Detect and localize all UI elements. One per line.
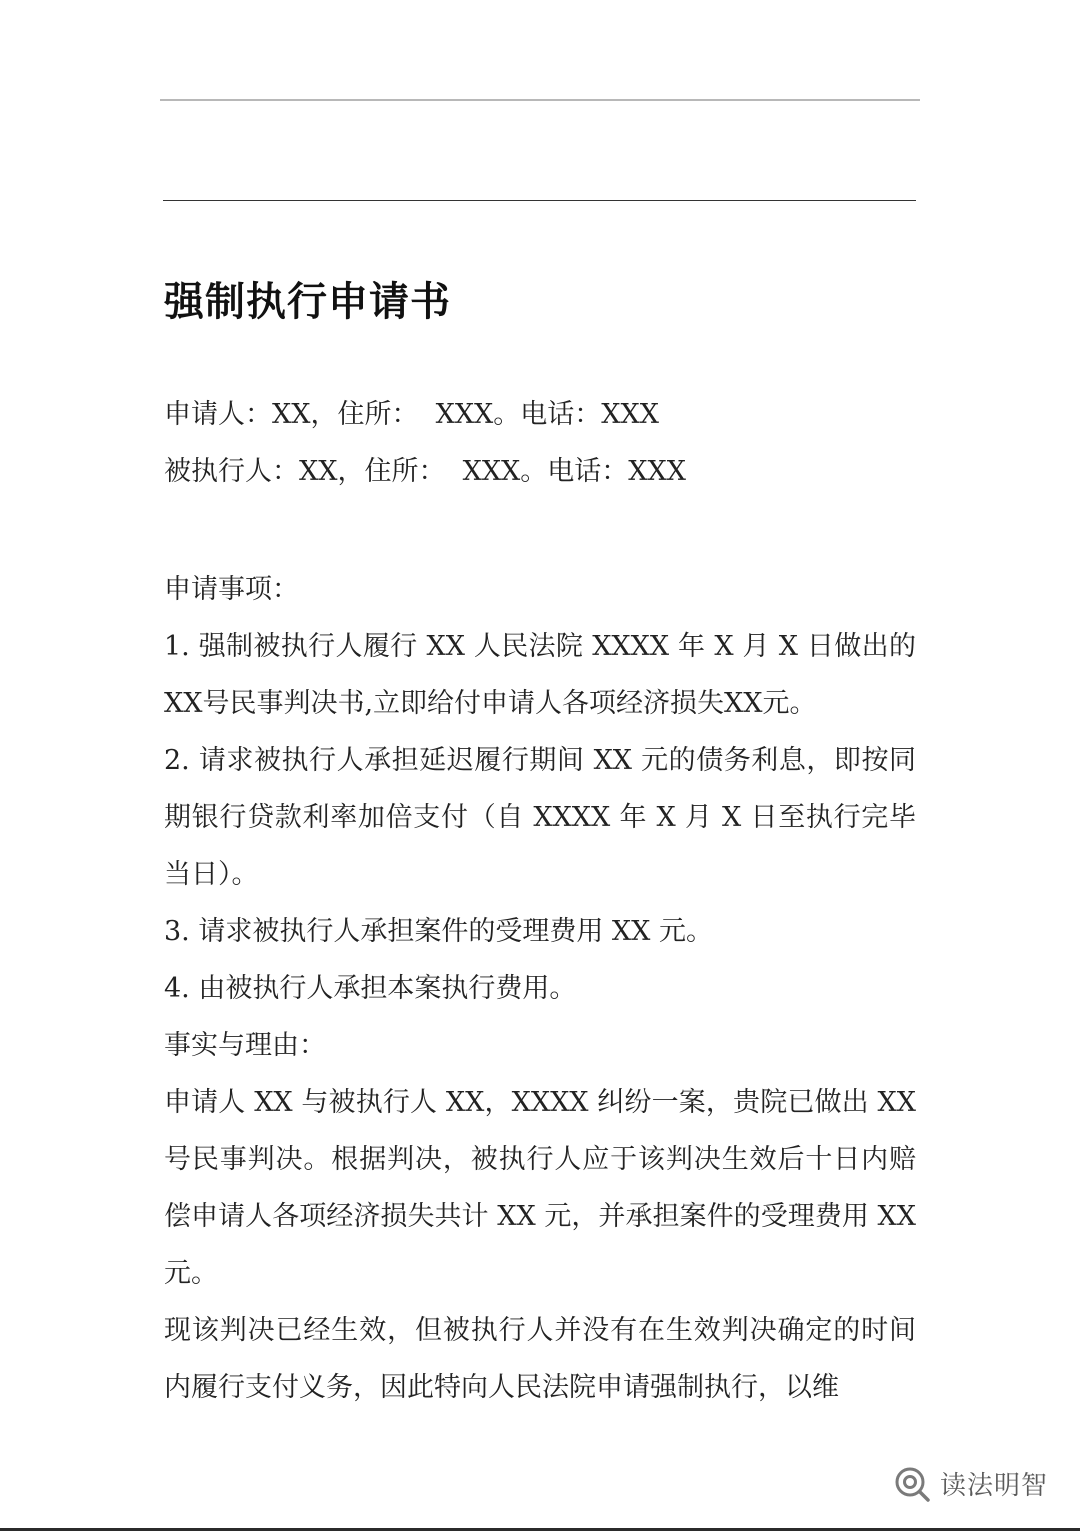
header-underline	[163, 200, 916, 201]
request-item-3: 3. 请求被执行人承担案件的受理费用 XX 元。	[164, 916, 713, 947]
section-heading-requests: 申请事项：	[164, 574, 299, 605]
section-heading-facts: 事实与理由：	[164, 1030, 326, 1061]
request-item-1: 1. 强制被执行人履行 XX 人民法院 XXXX 年 X 月 X 日做出的XX号民事判决书,立即给付申请人各项经济损失XX元。	[164, 631, 916, 719]
source-watermark	[890, 1458, 1048, 1508]
facts-paragraph-1: 申请人 XX 与被执行人 XX，XXXX 纠纷一案，贵院已做出 XX 号民事判决。根据判决，被执行人应于该判决生效后十日内赔偿申请人各项经济损失共计 XX 元，并承担案件的受理费用 XX 元。	[164, 1087, 916, 1289]
respondent-line: 被执行人：XX，住所： XXX。电话：XXX	[164, 456, 686, 487]
applicant-line: 申请人：XX，住所： XXX。电话：XXX	[164, 399, 659, 430]
request-item-4: 4. 由被执行人承担本案执行费用。	[164, 973, 577, 1004]
watermark-label: 读法明智	[940, 1470, 1049, 1501]
wechat-search-icon	[890, 1462, 932, 1504]
document-title: 强制执行申请书	[164, 279, 451, 325]
facts-paragraph-2: 现该判决已经生效，但被执行人并没有在生效判决确定的时间内履行支付义务，因此特向人民法院申请强制执行，以维	[164, 1315, 916, 1403]
request-item-2: 2. 请求被执行人承担延迟履行期间 XX 元的债务利息，即按同期银行贷款利率加倍支付（自 XXXX 年 X 月 X 日至执行完毕当日）。	[164, 745, 916, 890]
document-body	[164, 561, 916, 1416]
header-rule	[160, 99, 920, 101]
